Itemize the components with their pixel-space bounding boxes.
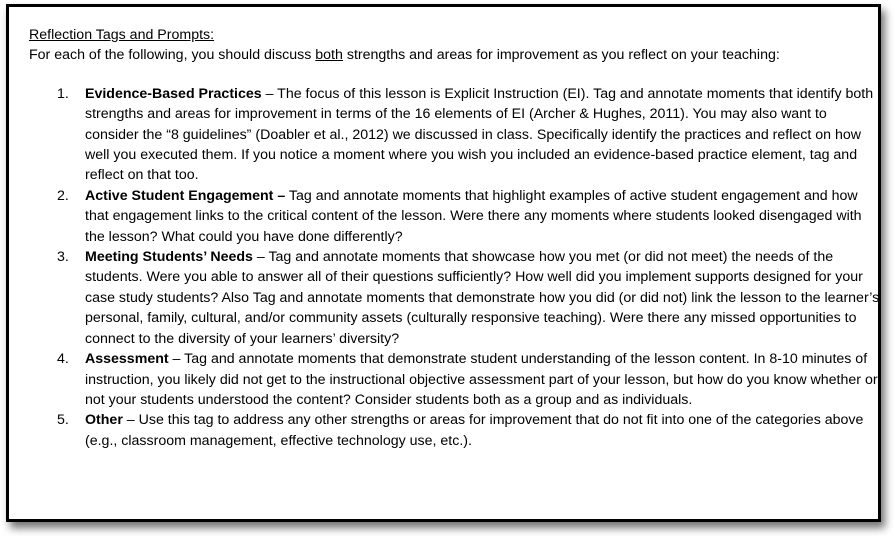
list-item-evidence-based-practices [29, 84, 880, 186]
intro-text-before: For each of the following, you should discuss [29, 47, 316, 64]
item-text: – The focus of this lesson is Explicit Instruction (EI). Tag and annotate moments that identify both strengths and areas for improvement in terms of the 16 elements of EI (Archer & Hughes, 2011). You may also want to consider the “8 guidelines” (Doabler et al., 2012) we discussed in class. Specifically identify the practices and reflect on how well you executed them. If you notice a moment where you wish you included an evidence-based practice element, tag and reflect on that too. [85, 85, 874, 184]
list-number: 3. [57, 249, 69, 266]
document-frame [6, 4, 881, 522]
list-number: 2. [57, 187, 69, 204]
list-item-active-student-engagement [29, 186, 880, 247]
list-item-meeting-students-needs [29, 247, 880, 349]
section-heading: Reflection Tags and Prompts: [29, 27, 215, 43]
list-number: 1. [57, 85, 69, 102]
item-label: Assessment [85, 351, 169, 368]
item-text: – Use this tag to address any other strengths or areas for improvement that do not fit into one of the categories above (e.g., classroom management, effective technology use, etc.). [85, 412, 864, 449]
list-item-assessment [29, 349, 880, 410]
item-label: Active Student Engagement – [85, 187, 286, 204]
intro-paragraph [29, 45, 878, 65]
prompt-list [29, 84, 878, 451]
item-text: Tag and annotate moments that highlight examples of active student engagement and how that engagement links to the critical content of the lesson. Were there any moments where students looked disengaged with the lesson? What could you have done differently? [85, 187, 862, 245]
intro-underlined-word: both [315, 47, 343, 64]
list-number: 4. [57, 351, 69, 368]
item-text: – Tag and annotate moments that showcase how you met (or did not meet) the needs of the students. Were you able to answer all of their questions sufficiently? How well did you implement supports designed for your case study students? Also Tag and annotate moments that demonstrate how you did (or did not) link the lesson to the learner’s personal, family, cultural, and/or community assets (culturally responsive teaching). Were there any missed opportunities to connect to the diversity of your learners’ diversity? [85, 249, 880, 347]
item-label: Evidence-Based Practices [85, 85, 262, 102]
item-label: Meeting Students’ Needs [85, 249, 253, 266]
item-text: – Tag and annotate moments that demonstrate student understanding of the lesson content. In 8-10 minutes of instruction, you likely did not get to the instructional objective assessment part of your lesson, but how do you know whether or not your students understood the content? Consider students both as a group and as individuals. [85, 351, 878, 408]
list-number: 5. [57, 412, 69, 429]
intro-text-after: strengths and areas for improvement as you reflect on your teaching: [342, 47, 780, 64]
list-item-other [29, 410, 880, 451]
item-label: Other [85, 412, 123, 429]
